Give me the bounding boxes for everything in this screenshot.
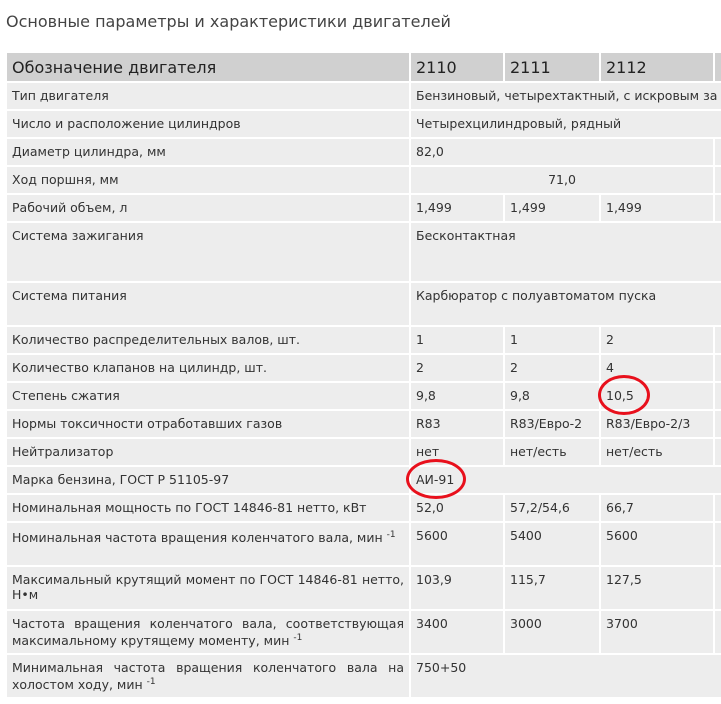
value-2110: 1 [411, 327, 503, 353]
table-row [7, 223, 721, 281]
value-2110: 5600 [411, 523, 503, 565]
value-2110: 2 [411, 355, 503, 381]
row-label [7, 611, 409, 653]
value-2111: 1,499 [505, 195, 599, 221]
value-2110: 103,9 [411, 567, 503, 609]
row-label: Ход поршня, мм [7, 167, 409, 193]
value-2111: 5400 [505, 523, 599, 565]
value-2112: 1,499 [601, 195, 713, 221]
page-title: Основные параметры и характеристики двигателей [6, 12, 451, 31]
value-2110: нет [411, 439, 503, 465]
value-2111: 115,7 [505, 567, 599, 609]
value-2112: 2 [601, 327, 713, 353]
table-header-row [7, 53, 721, 81]
table-row [7, 411, 721, 437]
table-row [7, 327, 721, 353]
row-empty-cell [715, 383, 721, 409]
unit-exponent: -1 [146, 677, 156, 687]
row-value: 82,0 [411, 139, 713, 165]
row-label: Нормы токсичности отработавших газов [7, 411, 409, 437]
value-2111: 2 [505, 355, 599, 381]
row-label-text: Частота вращения коленчатого вала, соответствующая максимальному крутящему моменту, мин [12, 616, 404, 649]
row-empty-cell [715, 327, 721, 353]
row-label: Тип двигателя [7, 83, 409, 109]
row-value: Карбюратор с полуавтоматом пуска [411, 283, 721, 325]
table-row [7, 655, 721, 697]
row-label: Диаметр цилиндра, мм [7, 139, 409, 165]
value-2111: 57,2/54,6 [505, 495, 599, 521]
row-empty-cell [715, 523, 721, 565]
row-value: Бензиновый, четырехтактный, с искровым за [411, 83, 721, 109]
row-label [7, 523, 409, 565]
table-row [7, 467, 721, 493]
value-2112: 3700 [601, 611, 713, 653]
table-row [7, 611, 721, 653]
unit-exponent: -1 [293, 633, 303, 643]
header-2112: 2112 [601, 53, 713, 81]
row-label-text: Минимальная частота вращения коленчатого вала на холостом ходу, мин [12, 660, 404, 693]
row-empty-cell [715, 167, 721, 193]
row-label: Марка бензина, ГОСТ Р 51105-97 [7, 467, 409, 493]
row-label: Нейтрализатор [7, 439, 409, 465]
header-2111: 2111 [505, 53, 599, 81]
row-label: Количество клапанов на цилиндр, шт. [7, 355, 409, 381]
row-value: Бесконтактная [411, 223, 721, 281]
row-label: Рабочий объем, л [7, 195, 409, 221]
row-label: Система зажигания [7, 223, 409, 281]
table-row [7, 195, 721, 221]
table-row [7, 167, 721, 193]
header-engine-designation: Обозначение двигателя [7, 53, 409, 81]
value-2112: 66,7 [601, 495, 713, 521]
value-2110: 52,0 [411, 495, 503, 521]
header-2110: 2110 [411, 53, 503, 81]
row-label: Степень сжатия [7, 383, 409, 409]
value-2111: 1 [505, 327, 599, 353]
engine-specs-table [5, 51, 721, 699]
table-row [7, 567, 721, 609]
row-empty-cell [715, 567, 721, 609]
table-row [7, 439, 721, 465]
row-empty-cell [715, 495, 721, 521]
value-2111: R83/Евро-2 [505, 411, 599, 437]
value-2110: R83 [411, 411, 503, 437]
value-2112: R83/Евро-2/3 [601, 411, 713, 437]
table-row [7, 495, 721, 521]
value-2110: 3400 [411, 611, 503, 653]
value-2112: 5600 [601, 523, 713, 565]
table-row [7, 83, 721, 109]
row-empty-cell [715, 411, 721, 437]
table-row [7, 111, 721, 137]
row-empty-cell [715, 611, 721, 653]
value-2111: 3000 [505, 611, 599, 653]
table-row [7, 355, 721, 381]
table-row [7, 383, 721, 409]
row-label: Система питания [7, 283, 409, 325]
value-2112: нет/есть [601, 439, 713, 465]
row-label [7, 655, 409, 697]
value-2112: 10,5 [601, 383, 713, 409]
table-row [7, 523, 721, 565]
table-row [7, 283, 721, 325]
row-label: Число и расположение цилиндров [7, 111, 409, 137]
row-value: Четырехцилиндровый, рядный [411, 111, 721, 137]
row-value: 71,0 [411, 167, 713, 193]
row-empty-cell [715, 195, 721, 221]
row-empty-cell [715, 439, 721, 465]
value-2111: нет/есть [505, 439, 599, 465]
value-2110: 1,499 [411, 195, 503, 221]
row-value: 750+50 [411, 655, 721, 697]
row-empty-cell [715, 355, 721, 381]
row-label-text: Номинальная частота вращения коленчатого вала, мин [12, 530, 383, 546]
row-value: АИ-91 [411, 467, 721, 493]
value-2112: 4 [601, 355, 713, 381]
unit-exponent: -1 [386, 530, 396, 540]
row-label: Количество распределительных валов, шт. [7, 327, 409, 353]
row-label: Максимальный крутящий момент по ГОСТ 14846-81 нетто, Н•м [7, 567, 409, 609]
value-2111: 9,8 [505, 383, 599, 409]
value-2112: 127,5 [601, 567, 713, 609]
header-extra [715, 53, 721, 81]
table-row [7, 139, 721, 165]
row-empty-cell [715, 139, 721, 165]
row-label: Номинальная мощность по ГОСТ 14846-81 нетто, кВт [7, 495, 409, 521]
value-2110: 9,8 [411, 383, 503, 409]
